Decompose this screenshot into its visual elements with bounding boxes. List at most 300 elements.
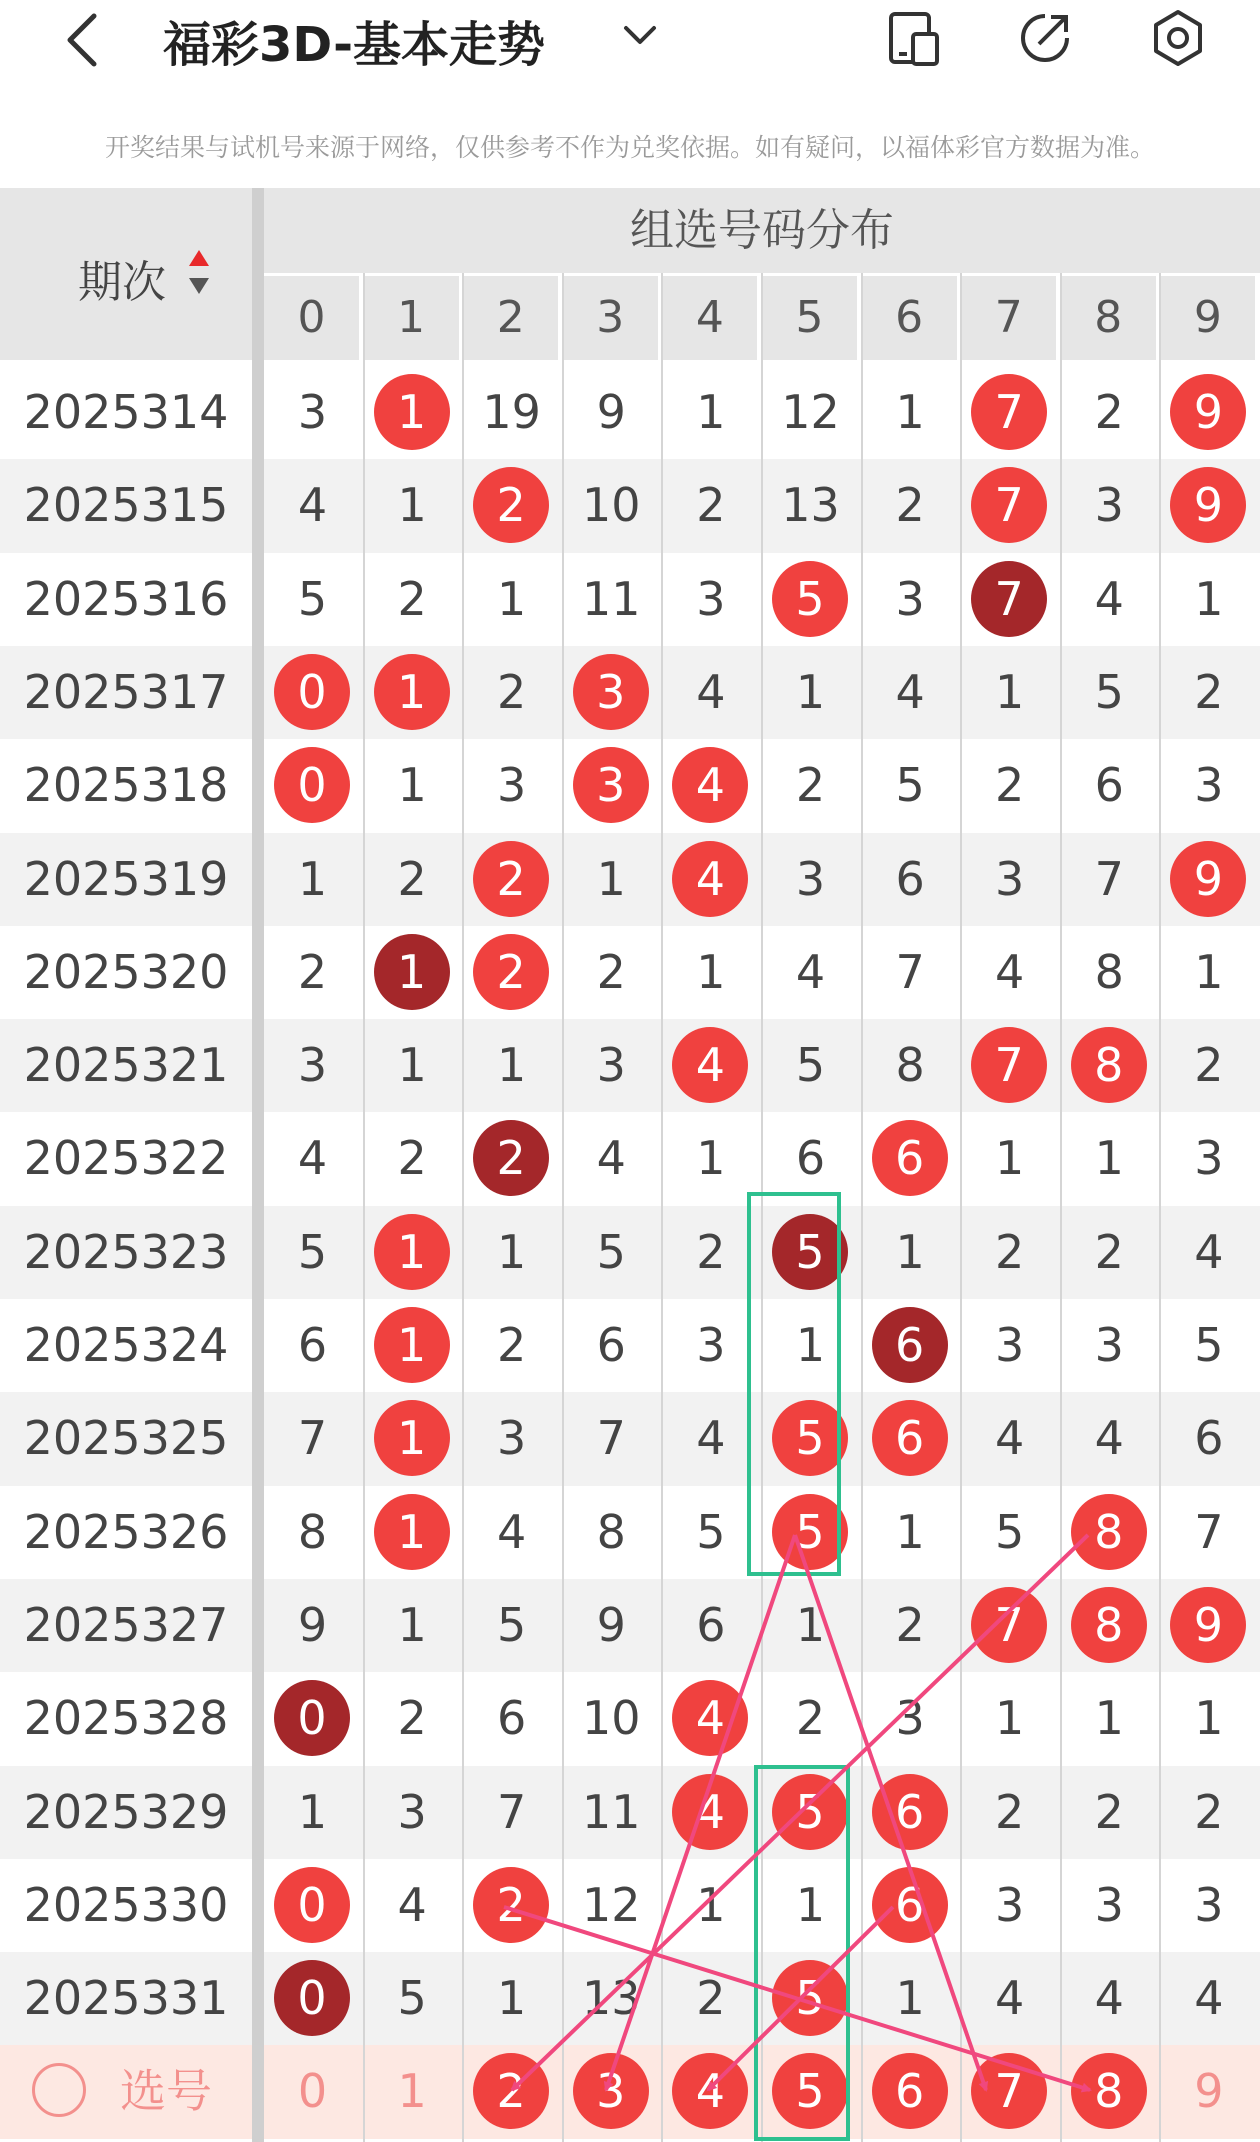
selected-ball[interactable]: 3 bbox=[573, 2053, 649, 2129]
hit-ball: 4 bbox=[672, 1027, 748, 1103]
period-number: 2025324 bbox=[23, 1318, 229, 1372]
hit-ball: 3 bbox=[573, 654, 649, 730]
hit-ball: 6 bbox=[872, 1774, 948, 1850]
omission-cell: 6 bbox=[297, 1318, 328, 1372]
omission-cell: 5 bbox=[1194, 1318, 1224, 1372]
omission-cell: 9 bbox=[297, 1597, 328, 1652]
selected-ball[interactable]: 2 bbox=[473, 2053, 549, 2129]
omission-cell: 3 bbox=[696, 1318, 726, 1372]
select-digit-cell[interactable] bbox=[762, 2045, 859, 2138]
omission-cell: 2 bbox=[397, 851, 427, 906]
hit-cell bbox=[264, 1859, 361, 1952]
repeat-ball: 1 bbox=[374, 934, 450, 1010]
omission-cell: 2 bbox=[1194, 664, 1224, 719]
omission-cell: 5 bbox=[297, 571, 328, 626]
table-row bbox=[0, 1766, 1260, 1859]
hit-ball: 4 bbox=[672, 1774, 748, 1850]
group-distribution-header: 组选号码分布 bbox=[264, 188, 1260, 273]
omission-cell: 1 bbox=[895, 1504, 925, 1559]
select-digit-cell[interactable] bbox=[961, 2045, 1058, 2138]
hit-cell bbox=[762, 1206, 859, 1299]
hit-cell bbox=[862, 1859, 959, 1952]
hit-cell bbox=[463, 833, 560, 926]
hit-cell bbox=[862, 1392, 959, 1485]
hit-cell bbox=[961, 366, 1058, 459]
omission-cell: 4 bbox=[596, 1131, 626, 1186]
omission-cell: 1 bbox=[397, 478, 427, 533]
grid-line bbox=[661, 273, 663, 2142]
hit-ball: 5 bbox=[772, 561, 848, 637]
omission-cell: 2 bbox=[696, 1971, 726, 2026]
hit-ball: 8 bbox=[1071, 1494, 1147, 1570]
period-number: 2025316 bbox=[23, 571, 229, 626]
omission-cell: 1 bbox=[995, 664, 1025, 719]
omission-cell: 6 bbox=[1094, 758, 1124, 813]
omission-cell: 3 bbox=[696, 571, 726, 626]
period-number: 2025327 bbox=[23, 1597, 229, 1652]
hit-cell bbox=[762, 1952, 859, 2045]
omission-cell: 3 bbox=[497, 1411, 527, 1466]
omission-cell: 7 bbox=[497, 1784, 527, 1839]
table-row bbox=[0, 459, 1260, 552]
omission-cell: 2 bbox=[1094, 1224, 1124, 1279]
period-number: 2025317 bbox=[23, 664, 229, 719]
omission-cell: 5 bbox=[596, 1224, 626, 1279]
omission-cell: 11 bbox=[582, 571, 641, 626]
omission-cell: 3 bbox=[995, 1877, 1025, 1932]
back-icon[interactable] bbox=[58, 10, 108, 70]
omission-cell: 7 bbox=[895, 944, 925, 999]
hit-ball: 4 bbox=[672, 1680, 748, 1756]
hit-cell bbox=[364, 1486, 461, 1579]
omission-cell: 10 bbox=[582, 478, 641, 533]
omission-cell: 3 bbox=[895, 1691, 925, 1746]
hit-cell bbox=[762, 1486, 859, 1579]
omission-cell: 2 bbox=[696, 478, 726, 533]
omission-cell: 3 bbox=[995, 1318, 1025, 1372]
hit-cell bbox=[662, 1019, 759, 1112]
hit-ball: 4 bbox=[672, 841, 748, 917]
omission-cell: 3 bbox=[497, 758, 527, 813]
hit-ball: 2 bbox=[473, 934, 549, 1010]
omission-cell: 4 bbox=[795, 944, 826, 999]
share-icon[interactable] bbox=[1015, 8, 1075, 68]
hit-ball: 0 bbox=[274, 654, 350, 730]
omission-cell: 12 bbox=[781, 385, 840, 439]
repeat-ball: 2 bbox=[473, 1120, 549, 1196]
omission-cell: 1 bbox=[1194, 944, 1224, 999]
omission-cell: 1 bbox=[795, 1318, 826, 1372]
digit-column-header: 2 bbox=[463, 276, 558, 360]
period-header[interactable] bbox=[0, 188, 252, 360]
hit-cell bbox=[264, 1952, 361, 2045]
select-digit-cell[interactable] bbox=[463, 2045, 560, 2138]
omission-cell: 5 bbox=[696, 1504, 726, 1559]
grid-line bbox=[861, 273, 863, 2142]
grid-line bbox=[363, 273, 365, 2142]
hit-cell bbox=[563, 646, 660, 739]
repeat-ball: 5 bbox=[772, 1214, 848, 1290]
omission-cell: 1 bbox=[895, 1224, 925, 1279]
hit-cell bbox=[1160, 459, 1257, 552]
hit-ball: 1 bbox=[374, 374, 450, 450]
omission-cell: 1 bbox=[895, 1971, 925, 2026]
hit-cell bbox=[1160, 1579, 1257, 1672]
hit-ball: 7 bbox=[971, 1027, 1047, 1103]
omission-cell: 1 bbox=[995, 1131, 1025, 1186]
digit-column-header: 3 bbox=[563, 276, 658, 360]
hit-ball: 4 bbox=[672, 747, 748, 823]
settings-icon[interactable] bbox=[1148, 8, 1208, 68]
hit-ball: 5 bbox=[772, 1960, 848, 2036]
omission-cell: 5 bbox=[497, 1597, 527, 1652]
hit-cell bbox=[961, 1019, 1058, 1112]
hit-ball: 9 bbox=[1170, 841, 1246, 917]
hit-ball: 6 bbox=[872, 1120, 948, 1196]
repeat-ball: 7 bbox=[971, 561, 1047, 637]
selected-ball[interactable]: 6 bbox=[872, 2053, 948, 2129]
omission-cell: 1 bbox=[397, 1597, 427, 1652]
table-row bbox=[0, 833, 1260, 926]
omission-cell: 4 bbox=[995, 1971, 1025, 2026]
omission-cell: 8 bbox=[1094, 944, 1124, 999]
omission-cell: 1 bbox=[795, 664, 826, 719]
hit-ball: 8 bbox=[1071, 1027, 1147, 1103]
period-number: 2025315 bbox=[23, 478, 229, 533]
hit-cell bbox=[364, 1206, 461, 1299]
omission-cell: 4 bbox=[995, 1411, 1025, 1466]
hit-ball: 7 bbox=[971, 467, 1047, 543]
omission-cell: 3 bbox=[1194, 1131, 1224, 1186]
hit-cell bbox=[364, 366, 461, 459]
hit-cell bbox=[1160, 833, 1257, 926]
hit-cell bbox=[961, 1579, 1058, 1672]
omission-cell: 1 bbox=[497, 1971, 527, 2026]
hit-cell bbox=[463, 1112, 560, 1205]
hit-cell bbox=[961, 553, 1058, 646]
hit-ball: 7 bbox=[971, 374, 1047, 450]
digit-column-header: 9 bbox=[1160, 276, 1255, 360]
table-row bbox=[0, 1392, 1260, 1485]
omission-cell: 4 bbox=[297, 1131, 328, 1186]
hit-ball: 6 bbox=[872, 1867, 948, 1943]
omission-cell: 1 bbox=[497, 1038, 527, 1093]
omission-cell: 2 bbox=[397, 1691, 427, 1746]
omission-cell: 1 bbox=[1194, 571, 1224, 626]
omission-cell: 1 bbox=[995, 1691, 1025, 1746]
omission-cell: 3 bbox=[1194, 1877, 1224, 1932]
omission-cell: 4 bbox=[696, 1411, 726, 1466]
hit-cell bbox=[1061, 1486, 1158, 1579]
omission-cell: 2 bbox=[397, 1131, 427, 1186]
hit-ball: 1 bbox=[374, 1307, 450, 1383]
omission-cell: 2 bbox=[895, 1597, 925, 1652]
grid-line bbox=[1159, 273, 1161, 2142]
hit-cell bbox=[264, 646, 361, 739]
table-row bbox=[0, 1579, 1260, 1672]
omission-cell: 4 bbox=[1094, 1971, 1124, 2026]
table-row bbox=[0, 1206, 1260, 1299]
select-digit-cell[interactable]: 0 bbox=[297, 2064, 328, 2119]
hit-ball: 2 bbox=[473, 841, 549, 917]
column-divider bbox=[252, 188, 264, 2142]
grid-line bbox=[562, 273, 564, 2142]
omission-cell: 8 bbox=[895, 1038, 925, 1093]
omission-cell: 4 bbox=[1094, 1411, 1124, 1466]
select-digit-cell[interactable]: 9 bbox=[1194, 2064, 1224, 2119]
omission-cell: 1 bbox=[696, 1131, 726, 1186]
sort-icon[interactable] bbox=[186, 246, 212, 298]
hit-ball: 1 bbox=[374, 1494, 450, 1570]
hit-cell bbox=[862, 1299, 959, 1392]
period-number: 2025314 bbox=[23, 385, 229, 439]
hit-cell bbox=[762, 1766, 859, 1859]
table-row bbox=[0, 1672, 1260, 1765]
grid-line bbox=[462, 273, 464, 2142]
omission-cell: 6 bbox=[696, 1597, 726, 1652]
digit-column-header: 4 bbox=[662, 276, 757, 360]
select-number-row bbox=[0, 2045, 1260, 2138]
omission-cell: 5 bbox=[795, 1038, 826, 1093]
hit-ball: 1 bbox=[374, 1214, 450, 1290]
select-digit-cell[interactable] bbox=[563, 2045, 660, 2138]
select-radio-icon[interactable] bbox=[32, 2063, 86, 2117]
omission-cell: 10 bbox=[582, 1691, 641, 1746]
digit-column-header: 7 bbox=[961, 276, 1056, 360]
hit-ball: 5 bbox=[772, 1774, 848, 1850]
digit-column-header: 8 bbox=[1061, 276, 1156, 360]
select-digit-cell[interactable]: 1 bbox=[397, 2064, 427, 2119]
repeat-ball: 6 bbox=[872, 1307, 948, 1383]
omission-cell: 4 bbox=[895, 664, 925, 719]
omission-cell: 2 bbox=[297, 944, 328, 999]
hit-cell bbox=[862, 1766, 959, 1859]
hit-cell bbox=[1061, 1579, 1158, 1672]
omission-cell: 2 bbox=[1194, 1038, 1224, 1093]
hit-cell bbox=[463, 1859, 560, 1952]
hit-cell bbox=[264, 1672, 361, 1765]
omission-cell: 6 bbox=[795, 1131, 826, 1186]
hit-ball: 2 bbox=[473, 1867, 549, 1943]
period-number: 2025325 bbox=[23, 1411, 229, 1466]
period-number: 2025320 bbox=[23, 944, 229, 999]
omission-cell: 6 bbox=[596, 1318, 626, 1372]
hit-ball: 9 bbox=[1170, 374, 1246, 450]
omission-cell: 1 bbox=[397, 1038, 427, 1093]
select-digit-cell[interactable] bbox=[862, 2045, 959, 2138]
omission-cell: 1 bbox=[1094, 1131, 1124, 1186]
table-row bbox=[0, 739, 1260, 832]
hit-cell bbox=[662, 739, 759, 832]
period-number: 2025318 bbox=[23, 758, 229, 813]
omission-cell: 5 bbox=[397, 1971, 427, 2026]
hit-cell bbox=[364, 926, 461, 1019]
omission-cell: 2 bbox=[895, 478, 925, 533]
omission-cell: 5 bbox=[297, 1224, 328, 1279]
selected-ball[interactable]: 8 bbox=[1071, 2053, 1147, 2129]
hit-cell bbox=[364, 1299, 461, 1392]
omission-cell: 19 bbox=[482, 385, 541, 439]
hit-cell bbox=[264, 739, 361, 832]
omission-cell: 2 bbox=[995, 1784, 1025, 1839]
omission-cell: 1 bbox=[795, 1877, 826, 1932]
hit-cell bbox=[762, 553, 859, 646]
omission-cell: 5 bbox=[995, 1504, 1025, 1559]
omission-cell: 6 bbox=[1194, 1411, 1224, 1466]
omission-cell: 2 bbox=[1194, 1784, 1224, 1839]
selected-ball[interactable]: 4 bbox=[672, 2053, 748, 2129]
grid-line bbox=[761, 273, 763, 2142]
hit-cell bbox=[364, 1392, 461, 1485]
hit-cell bbox=[364, 646, 461, 739]
hit-cell bbox=[662, 1766, 759, 1859]
selected-ball[interactable]: 5 bbox=[772, 2053, 848, 2129]
omission-cell: 4 bbox=[1094, 571, 1124, 626]
hit-ball: 0 bbox=[274, 1867, 350, 1943]
digit-column-header: 1 bbox=[364, 276, 459, 360]
omission-cell: 2 bbox=[497, 1318, 527, 1372]
hit-cell bbox=[662, 1672, 759, 1765]
top-bar bbox=[0, 0, 1260, 162]
omission-cell: 4 bbox=[397, 1877, 427, 1932]
omission-cell: 1 bbox=[696, 385, 726, 439]
omission-cell: 3 bbox=[995, 851, 1025, 906]
omission-cell: 1 bbox=[895, 385, 925, 439]
hit-ball: 3 bbox=[573, 747, 649, 823]
period-number: 2025329 bbox=[23, 1784, 229, 1839]
omission-cell: 3 bbox=[895, 571, 925, 626]
grid-line bbox=[960, 273, 962, 2142]
hit-ball: 9 bbox=[1170, 467, 1246, 543]
omission-cell: 9 bbox=[596, 385, 626, 439]
digit-column-header: 5 bbox=[762, 276, 857, 360]
omission-cell: 1 bbox=[397, 758, 427, 813]
disclaimer-text: 开奖结果与试机号来源于网络，仅供参考不作为兑奖依据。如有疑问，以福体彩官方数据为准。 bbox=[104, 133, 1155, 162]
omission-cell: 2 bbox=[995, 758, 1025, 813]
hit-ball: 1 bbox=[374, 1400, 450, 1476]
omission-cell: 4 bbox=[1194, 1971, 1224, 2026]
omission-cell: 3 bbox=[1094, 1877, 1124, 1932]
period-number: 2025331 bbox=[23, 1971, 229, 2026]
omission-cell: 4 bbox=[995, 944, 1025, 999]
omission-cell: 1 bbox=[297, 1784, 328, 1839]
table-row bbox=[0, 1859, 1260, 1952]
hit-cell bbox=[563, 739, 660, 832]
period-number: 2025330 bbox=[23, 1877, 229, 1932]
omission-cell: 3 bbox=[596, 1038, 626, 1093]
grid-line bbox=[1060, 273, 1062, 2142]
hit-cell bbox=[762, 1392, 859, 1485]
hit-ball: 9 bbox=[1170, 1587, 1246, 1663]
omission-cell: 6 bbox=[895, 851, 925, 906]
repeat-ball: 0 bbox=[274, 1680, 350, 1756]
omission-cell: 11 bbox=[582, 1784, 641, 1839]
hit-ball: 5 bbox=[772, 1400, 848, 1476]
omission-cell: 13 bbox=[781, 478, 840, 533]
hit-ball: 8 bbox=[1071, 1587, 1147, 1663]
select-label[interactable]: 选号 bbox=[120, 2064, 212, 2119]
table-row bbox=[0, 926, 1260, 1019]
omission-cell: 2 bbox=[497, 664, 527, 719]
hit-ball: 1 bbox=[374, 654, 450, 730]
table-row bbox=[0, 646, 1260, 739]
hit-ball: 6 bbox=[872, 1400, 948, 1476]
omission-cell: 3 bbox=[1194, 758, 1224, 813]
omission-cell: 7 bbox=[1194, 1504, 1224, 1559]
hit-cell bbox=[463, 459, 560, 552]
omission-cell: 3 bbox=[1094, 1318, 1124, 1372]
page-title: 福彩3D-基本走势 bbox=[163, 17, 546, 73]
digit-column-header: 6 bbox=[862, 276, 957, 360]
hit-cell bbox=[862, 1112, 959, 1205]
omission-cell: 5 bbox=[895, 758, 925, 813]
omission-cell: 2 bbox=[397, 571, 427, 626]
omission-cell: 3 bbox=[1094, 478, 1124, 533]
omission-cell: 2 bbox=[795, 1691, 826, 1746]
omission-cell: 2 bbox=[1094, 385, 1124, 439]
omission-cell: 1 bbox=[497, 1224, 527, 1279]
table-row bbox=[0, 1019, 1260, 1112]
omission-cell: 9 bbox=[596, 1597, 626, 1652]
table-row bbox=[0, 1486, 1260, 1579]
hit-cell bbox=[1160, 366, 1257, 459]
omission-cell: 4 bbox=[297, 478, 328, 533]
omission-cell: 2 bbox=[596, 944, 626, 999]
omission-cell: 4 bbox=[1194, 1224, 1224, 1279]
omission-cell: 1 bbox=[1194, 1691, 1224, 1746]
hit-ball: 0 bbox=[274, 747, 350, 823]
selected-ball[interactable]: 7 bbox=[971, 2053, 1047, 2129]
period-number: 2025326 bbox=[23, 1504, 229, 1559]
period-header-label: 期次 bbox=[78, 257, 166, 308]
select-digit-cell[interactable] bbox=[1061, 2045, 1158, 2138]
hit-cell bbox=[961, 459, 1058, 552]
omission-cell: 12 bbox=[582, 1877, 641, 1932]
omission-cell: 4 bbox=[696, 664, 726, 719]
omission-cell: 5 bbox=[1094, 664, 1124, 719]
period-number: 2025321 bbox=[23, 1038, 229, 1093]
omission-cell: 4 bbox=[497, 1504, 527, 1559]
repeat-ball: 0 bbox=[274, 1960, 350, 2036]
table-row bbox=[0, 1952, 1260, 2045]
table-row bbox=[0, 366, 1260, 459]
omission-cell: 3 bbox=[297, 385, 328, 439]
hit-ball: 5 bbox=[772, 1494, 848, 1570]
omission-cell: 3 bbox=[297, 1038, 328, 1093]
omission-cell: 7 bbox=[1094, 851, 1124, 906]
omission-cell: 8 bbox=[596, 1504, 626, 1559]
omission-cell: 7 bbox=[596, 1411, 626, 1466]
table-row bbox=[0, 1299, 1260, 1392]
period-number: 2025328 bbox=[23, 1691, 229, 1746]
omission-cell: 1 bbox=[596, 851, 626, 906]
omission-cell: 2 bbox=[1094, 1784, 1124, 1839]
omission-cell: 6 bbox=[497, 1691, 527, 1746]
period-number: 2025322 bbox=[23, 1131, 229, 1186]
hit-ball: 7 bbox=[971, 1587, 1047, 1663]
digit-column-header: 0 bbox=[264, 276, 359, 360]
device-icon[interactable] bbox=[885, 8, 945, 68]
omission-cell: 1 bbox=[795, 1597, 826, 1652]
omission-cell: 3 bbox=[795, 851, 826, 906]
select-digit-cell[interactable] bbox=[662, 2045, 759, 2138]
chevron-down-icon[interactable] bbox=[620, 20, 660, 50]
hit-cell bbox=[662, 833, 759, 926]
omission-cell: 2 bbox=[795, 758, 826, 813]
omission-cell: 3 bbox=[397, 1784, 427, 1839]
omission-cell: 8 bbox=[297, 1504, 328, 1559]
period-number: 2025319 bbox=[23, 851, 229, 906]
